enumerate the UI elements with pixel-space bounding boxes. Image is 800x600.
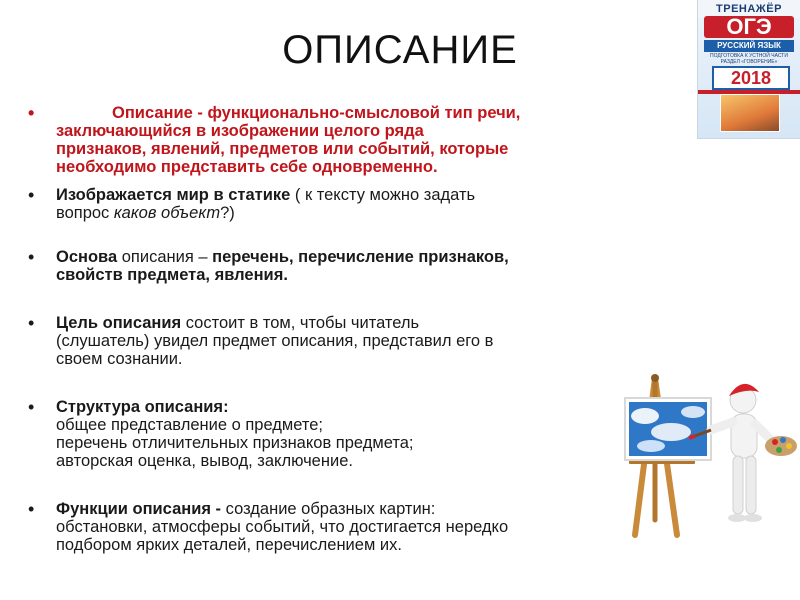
basis-bold-1: Основа: [56, 248, 118, 266]
painter-illustration: [615, 370, 800, 540]
structure-line-4: авторская оценка, вывод, заключение.: [56, 452, 353, 470]
bullet-definition: [26, 104, 616, 176]
definition-line-3: признаков, явлений, предметов или событий, которые: [56, 140, 509, 158]
bullet-marker: •: [28, 313, 35, 333]
bullet-static-world: [26, 186, 616, 222]
cover-subtitle: [704, 53, 794, 65]
bullet-basis: [26, 248, 616, 284]
purpose-rest: состоит в том, чтобы читатель: [181, 314, 420, 332]
bullet-structure: [26, 398, 616, 470]
cover-subtitle-line-2: РАЗДЕЛ «ГОВОРЕНИЕ»: [720, 59, 778, 65]
cover-photo: [720, 94, 780, 132]
bullet-functions: [26, 500, 616, 554]
definition-line-2: заключающийся в изображении целого ряда: [56, 122, 424, 140]
basis-bold-2: перечень, перечисление признаков,: [212, 248, 509, 266]
bullet-marker: •: [28, 499, 35, 519]
cover-title: ТРЕНАЖЁР: [698, 0, 800, 18]
static-world-pre: вопрос: [56, 204, 114, 222]
static-world-rest: ( к тексту можно задать: [290, 186, 476, 204]
basis-text: описания –: [117, 248, 213, 266]
functions-line-2: обстановки, атмосферы событий, что достигается нередко: [56, 518, 509, 536]
bullet-purpose: [26, 314, 616, 368]
book-cover-image: [698, 0, 800, 138]
basis-line-2: свойств предмета, явления.: [56, 266, 288, 284]
cover-subject: РУССКИЙ ЯЗЫК: [704, 40, 794, 52]
cover-oge-logo: ОГЭ: [704, 16, 794, 38]
functions-rest: создание образных картин:: [221, 500, 436, 518]
structure-line-2: общее представление о предмете;: [56, 416, 324, 434]
static-world-italic: каков объект: [113, 204, 221, 222]
cover-year: 2018: [712, 66, 790, 90]
structure-line-3: перечень отличительных признаков предмета;: [56, 434, 414, 452]
bullet-list: [26, 104, 616, 554]
bullet-marker: •: [28, 185, 35, 205]
purpose-line-2: (слушатель) увидел предмет описания, представил его в: [56, 332, 494, 350]
painter-at-easel-icon: [615, 370, 800, 540]
slide-title: ОПИСАНИЕ: [282, 28, 518, 72]
static-world-post: ?): [220, 204, 235, 222]
functions-line-3: подбором ярких деталей, перечислением их.: [56, 536, 402, 554]
definition-line-4: необходимо представить себе одновременно.: [56, 158, 438, 176]
static-world-bold: Изображается мир в статике: [56, 186, 291, 204]
definition-line-1: Описание - функционально-смысловой тип речи,: [112, 104, 521, 122]
bullet-marker: •: [28, 247, 35, 267]
purpose-line-3: своем сознании.: [56, 350, 183, 368]
functions-bold: Функции описания -: [56, 500, 222, 518]
bullet-marker: •: [28, 103, 35, 123]
bullet-marker: •: [28, 397, 35, 417]
cover-subtitle-line-1: ПОДГОТОВКА К УСТНОЙ ЧАСТИ: [710, 53, 788, 59]
purpose-bold: Цель описания: [56, 314, 182, 332]
structure-bold: Структура описания:: [56, 398, 229, 416]
